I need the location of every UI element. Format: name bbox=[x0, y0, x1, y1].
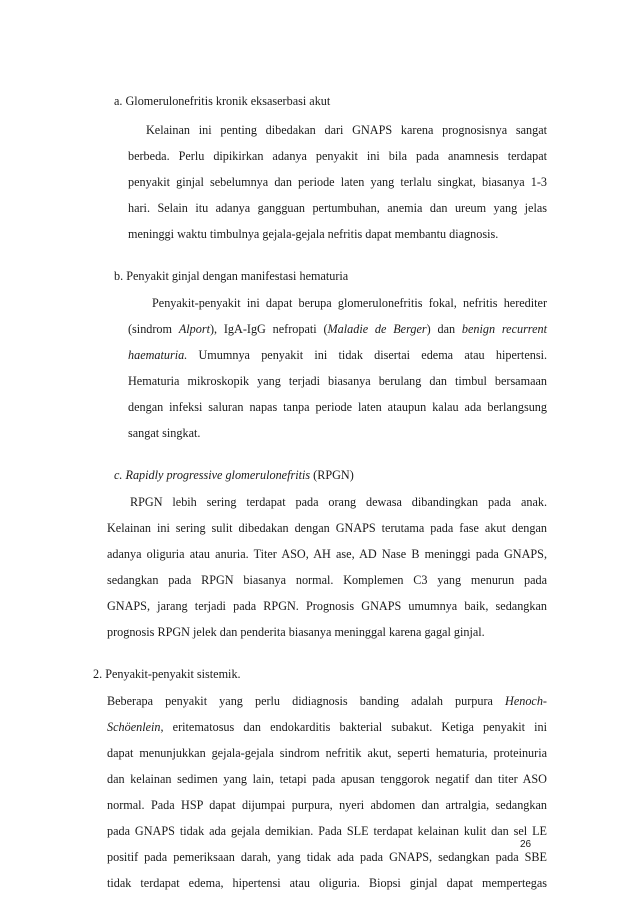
section-2-line: positif pada pemeriksaan darah, yang tidak ada pada GNAPS, sedangkan pada SBE bbox=[107, 850, 547, 864]
section-c-heading: c. Rapidly progressive glomerulonefritis (RPGN) bbox=[114, 468, 354, 482]
section-b-heading: b. Penyakit ginjal dengan manifestasi hematuria bbox=[114, 269, 349, 283]
section-2-line: pada GNAPS tidak ada gejala demikian. Pada SLE terdapat kelainan kulit dan sel LE bbox=[107, 824, 547, 838]
section-c-line: sedangkan pada RPGN biasanya normal. Komplemen C3 yang menurun pada bbox=[107, 573, 547, 587]
section-2-line: Beberapa penyakit yang perlu didiagnosis banding adalah purpura Henoch- bbox=[107, 694, 547, 708]
section-2-line: dapat menunjukkan gejala-gejala sindrom nefritik akut, seperti hematuria, proteinuria bbox=[107, 746, 547, 760]
section-c-line: adanya oliguria atau anuria. Titer ASO, AH ase, AD Nase B meninggi pada GNAPS, bbox=[107, 547, 547, 561]
section-c-line: prognosis RPGN jelek dan penderita biasanya meninggal karena gagal ginjal. bbox=[107, 625, 485, 639]
section-c-line: RPGN lebih sering terdapat pada orang dewasa dibandingkan pada anak. bbox=[130, 495, 547, 509]
section-a-heading: a. Glomerulonefritis kronik eksaserbasi akut bbox=[114, 94, 331, 108]
section-b-line: (sindrom Alport), IgA-IgG nefropati (Maladie de Berger) dan benign recurrent bbox=[128, 322, 547, 336]
section-a-line: meninggi waktu timbulnya gejala-gejala nefritis dapat membantu diagnosis. bbox=[128, 227, 499, 241]
section-2-line: Schöenlein, eritematosus dan endokarditis bakterial subakut. Ketiga penyakit ini bbox=[107, 720, 547, 734]
section-2-line: dan kelainan sedimen yang lain, tetapi pada apusan tenggorok negatif dan titer ASO bbox=[107, 772, 547, 786]
section-2-line: tidak terdapat edema, hipertensi atau oliguria. Biopsi ginjal dapat mempertegas bbox=[107, 876, 547, 890]
section-b-line: haematuria. Umumnya penyakit ini tidak disertai edema atau hipertensi. bbox=[128, 348, 547, 362]
section-b-line: Penyakit-penyakit ini dapat berupa glomerulonefritis fokal, nefritis herediter bbox=[152, 296, 547, 310]
section-b-line: sangat singkat. bbox=[128, 426, 201, 440]
section-b-line: Hematuria mikroskopik yang terjadi biasanya berulang dan timbul bersamaan bbox=[128, 374, 547, 388]
section-a-line: berbeda. Perlu dipikirkan adanya penyakit ini bila pada anamnesis terdapat bbox=[128, 149, 547, 163]
section-a-line: hari. Selain itu adanya gangguan pertumbuhan, anemia dan ureum yang jelas bbox=[128, 201, 547, 215]
section-2-heading: 2. Penyakit-penyakit sistemik. bbox=[93, 667, 241, 681]
section-c-line: GNAPS, jarang terjadi pada RPGN. Prognosis GNAPS umumnya baik, sedangkan bbox=[107, 599, 547, 613]
section-2-line: normal. Pada HSP dapat dijumpai purpura, nyeri abdomen dan artralgia, sedangkan bbox=[107, 798, 547, 812]
section-a-line: Kelainan ini penting dibedakan dari GNAPS karena prognosisnya sangat bbox=[146, 123, 547, 137]
section-c-line: Kelainan ini sering sulit dibedakan dengan GNAPS terutama pada fase akut dengan bbox=[107, 521, 547, 535]
section-a-line: penyakit ginjal sebelumnya dan periode laten yang terlalu singkat, biasanya 1-3 bbox=[128, 175, 547, 189]
page-number: 26 bbox=[520, 839, 532, 850]
section-b-line: dengan infeksi saluran napas tanpa periode laten ataupun kalau ada berlangsung bbox=[128, 400, 547, 414]
